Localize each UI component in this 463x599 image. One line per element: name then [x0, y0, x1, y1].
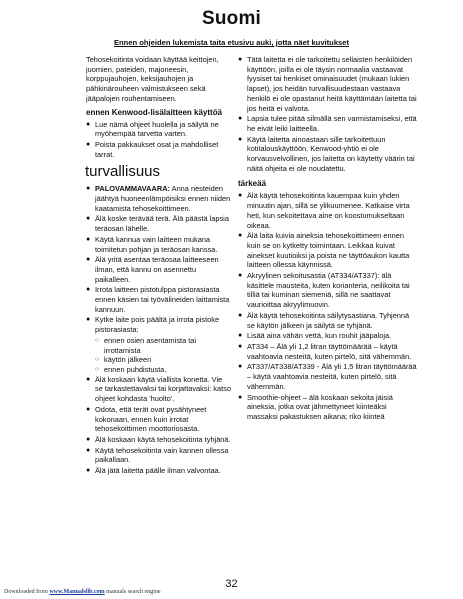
intro-paragraph: Tehosekoitinta voidaan käyttää keittojen, juomien, pateiden, majoneesin, korppujauhojen, keksijauhojen ja pähkinärouheen valmistukseen sekä jääpalojen rouhentamiseen.: [86, 55, 219, 103]
safety-heading: turvallisuus: [85, 163, 161, 181]
before-use-heading: ennen Kenwood-lisälaitteen käyttöä: [86, 107, 223, 117]
burn-warning-label: PALOVAMMAVAARA:: [95, 184, 170, 194]
list-item: ● Älä laita kuivia aineksia tehosekoittimeen ennen kuin se on kytketty toimintaan. Leikkaa kuivat ainekset kuutioiksi ja poista ne täyttöaukon kautta laitteen ollessa käynnissä.: [238, 231, 418, 270]
safety-list-continued: [238, 55, 418, 173]
sub-list-item: ○ ennen puhdistusta.: [86, 365, 232, 375]
burn-warning-text: Anna nesteiden jäähtyä huoneenlämpöisiksi ennen niiden kaatamista tehosekoittimeen.: [95, 184, 231, 213]
sub-list-item: ○ käytön jälkeen: [86, 355, 232, 365]
list-item: ● Akryylinen sekoitusastia (AT334/AT337): älä käsittele mausteita, kuten korianteria, neilikoita tai tilliä tai kuminan siemeniä, sillä ne saattavat vaurioittaa akryylimuovin.: [238, 271, 418, 310]
list-item: ● Tätä laitetta ei ole tarkoitettu sellaisten henkilöiden käyttöön, joilla ei ole täysin normaalia vastaavat fyysiset tai henkiset ominaisuudet (mukaan lukien lapset), jos heidän turvallisuudestaan vastaava henkilö ei ole opastanut heitä käyttämään laitetta tai jos heitä ei valvota.: [238, 55, 418, 113]
list-item: ● Älä koskaan käytä viallista konetta. Vie se tarkastettavaksi tai korjattavaksi: katso ohjeet kohdasta 'huolto'.: [86, 375, 232, 404]
list-item: ● Käytä kannua vain laitteen mukana toimitetun pohjan ja teräosan kanssa.: [86, 235, 232, 254]
subtitle-instruction: Ennen ohjeiden lukemista taita etusivu auki, jotta näet kuvitukset: [113, 38, 350, 47]
list-item: ● Smoothie-ohjeet – älä koskaan sekoita jäisiä aineksia, jotka ovat jähmettyneet kiinteäksi massaksi pakastuksen aikana; riko kiinteä: [238, 393, 418, 422]
list-item: ● Lue nämä ohjeet huolella ja säilytä ne myöhempää tarvetta varten.: [86, 120, 232, 139]
important-list: [238, 191, 418, 421]
list-item: ● Älä käytä tehosekoitinta säilytysastiana. Tyhjennä se käytön jälkeen ja säilytä se tyhjänä.: [238, 311, 418, 330]
list-item: ● Älä jätä laitetta päälle ilman valvontaa.: [86, 466, 232, 476]
list-item: ● Lapsia tulee pitää silmällä sen varmistamiseksi, että he eivät leiki laitteella.: [238, 114, 418, 133]
list-item: ● Älä koskaan käytä tehosekoitinta tyhjänä.: [86, 435, 232, 445]
list-item: ● Kytke laite pois päältä ja irrota pistoke pistorasiasta:: [86, 315, 232, 334]
list-item: ● Älä koske terävää terä. Älä päästä lapsia teräosan lähelle.: [86, 214, 232, 233]
page-number: 32: [225, 578, 238, 590]
important-heading: tärkeää: [238, 179, 267, 189]
manualslib-link[interactable]: www.Manualslib.com: [49, 589, 105, 595]
list-item: ● Lisää aina vähän vettä, kun rouhit jääpaloja.: [238, 331, 418, 341]
list-item: ● Käytä laitetta ainoastaan sille tarkoitettuun kotitalouskäyttöön. Kenwood-yhtiö ei ole korvausvelvollinen, jos laitetta on käytetty väärin tai näitä ohjeita ei ole noudatettu.: [238, 135, 418, 174]
sub-list-item: ○ ennen osien asentamista tai irrottamista: [86, 336, 232, 355]
list-item: [86, 184, 232, 213]
list-item: ● AT334 – Älä yli 1,2 litran täyttömäärää – käytä vaahtoavia nesteitä, kuten pirtelö, sitä vähemmän.: [238, 342, 418, 361]
language-title: Suomi: [201, 8, 262, 29]
footer-prefix: Downloaded from: [4, 589, 50, 595]
list-item: ● Älä yritä asentaa teräosaa laitteeseen ilman, että kannu on asennettu paikalleen.: [86, 255, 232, 284]
list-item: ● Käytä tehosekoitinta vain kannen ollessa paikallaan.: [86, 446, 232, 465]
before-use-list: [86, 120, 232, 160]
safety-list: [86, 184, 232, 475]
list-item: ● Älä käytä tehosekoitinta kauempaa kuin yhden minuutin ajan, sillä se ylikuumenee. Katkaise virta heti, kun sekoitettava aine on koostumukseltaan oikeaa.: [238, 191, 418, 230]
list-item: ● Irrota laitteen pistotulppa pistorasiasta ennen käsien tai työvälineiden laittamista kannuun.: [86, 285, 232, 314]
footer-suffix: manuals search engine: [104, 589, 161, 595]
list-item: ● AT337/AT338/AT339 - Älä yli 1,5 litran täyttömäärää – käytä vaahtoavia nesteitä, kuten pirtelö, sitä vähemmän.: [238, 362, 418, 391]
download-footer: [4, 589, 160, 595]
left-column: [86, 55, 232, 477]
list-item: ● Odota, että terät ovat pysähtyneet kokonaan, ennen kuin irrotat tehosekoittimen moottoriosasta.: [86, 405, 232, 434]
right-column: [238, 55, 418, 423]
list-item: ● Poista pakkaukset osat ja mahdolliset tarrat.: [86, 140, 232, 159]
